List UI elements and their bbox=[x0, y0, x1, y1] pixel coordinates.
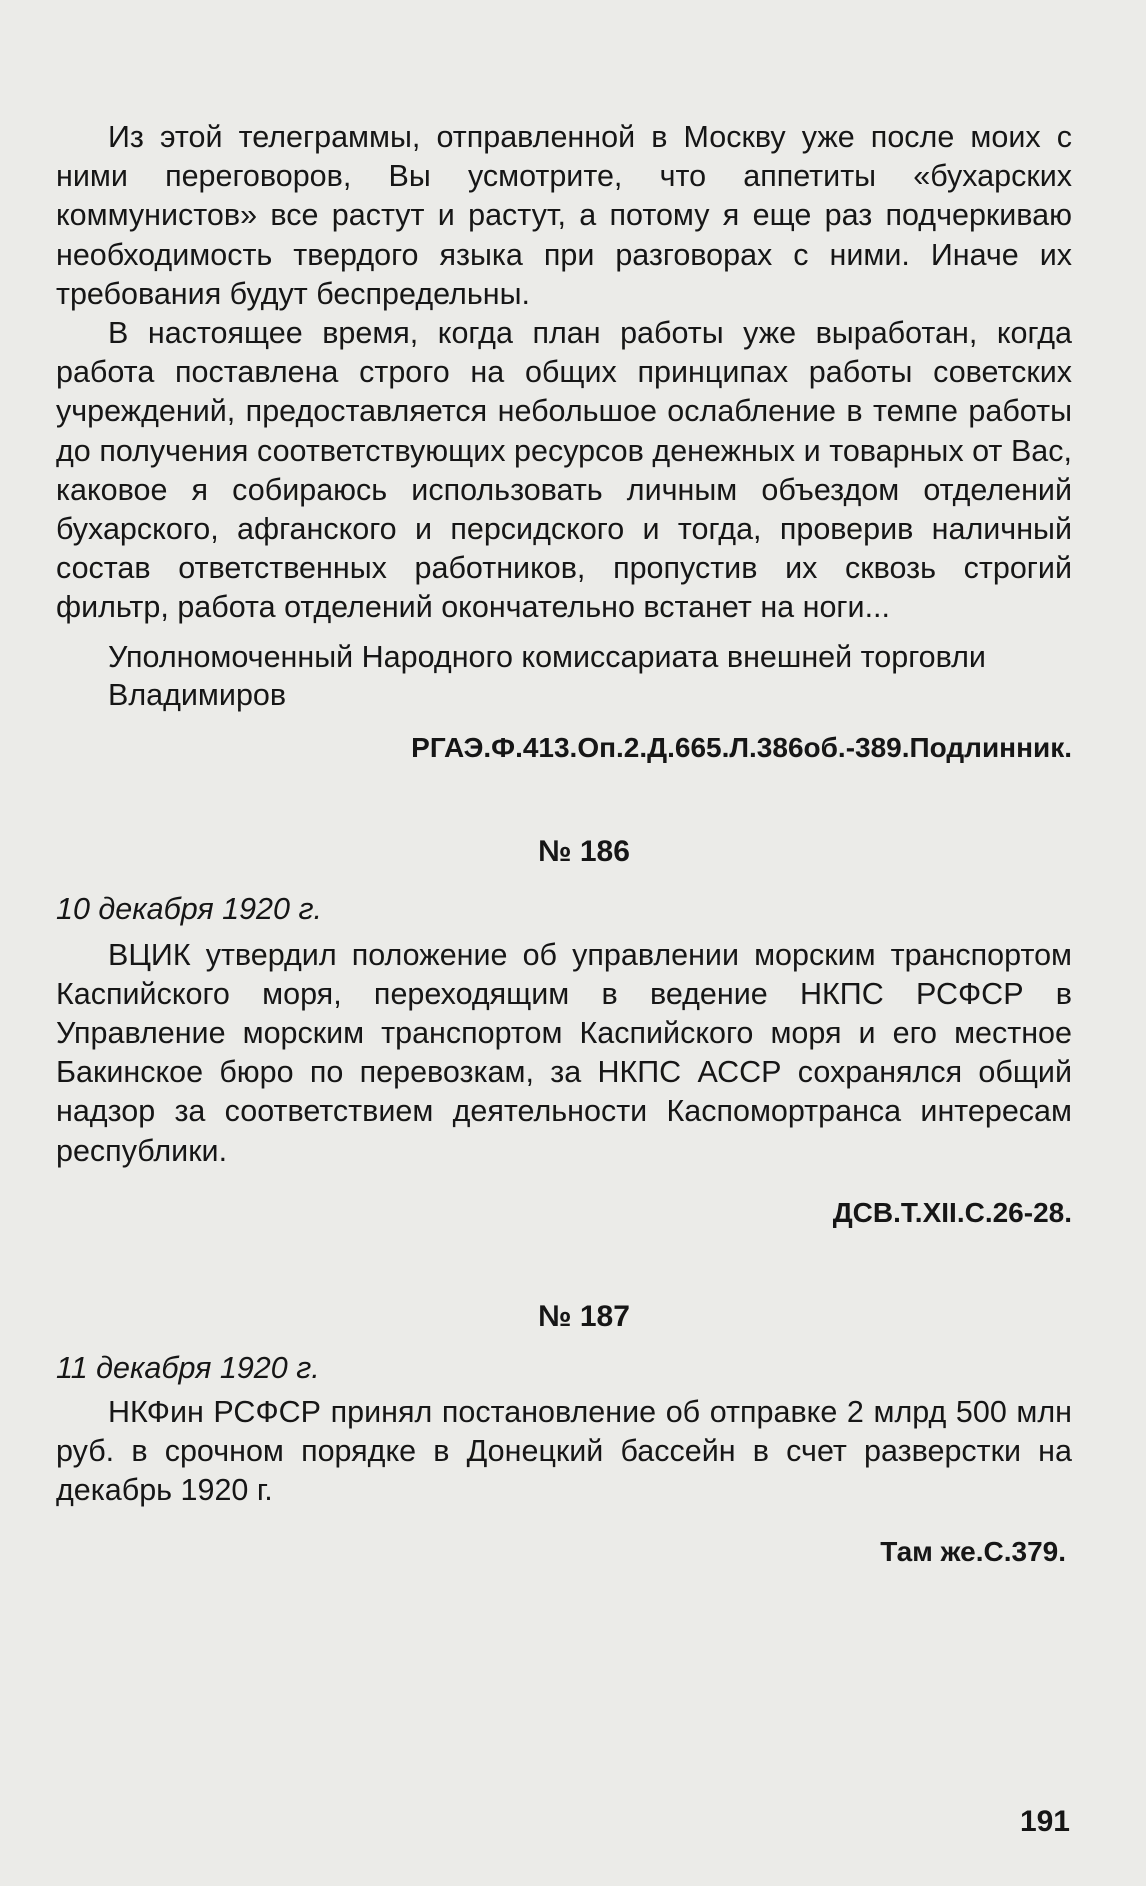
document-number-187: № 187 bbox=[538, 1299, 630, 1333]
signature-title: Уполномоченный Народного комиссариата внешней торговли bbox=[108, 639, 986, 674]
fragment-paragraph-1: Из этой телеграммы, отправленной в Москву уже после моих с ними переговоров, Вы усмотрите, что аппетиты «бухарских коммунистов» все растут и растут, а потому я еще раз подчеркиваю необходимость твердого языка при разговорах с ними. Иначе их требования будут беспредельны. bbox=[56, 120, 1072, 311]
page-content bbox=[56, 118, 1072, 1570]
signature-block bbox=[56, 638, 1072, 714]
document-text-186: ВЦИК утвердил положение об управлении морским транспортом Каспийского моря, переходящим в ведение НКПС РСФСР в Управление морским транспортом Каспийского моря и его местное Бакинское бюро по перевозкам, за НКПС АССР сохранялся общий надзор за соответствием деятельности Каспомортранса интересам республики. bbox=[56, 937, 1072, 1168]
signature-name: Владимиров bbox=[108, 677, 287, 712]
source-reference-187: Там же.С.379. bbox=[880, 1536, 1066, 1568]
source-reference-186: ДСВ.Т.XII.С.26-28. bbox=[832, 1196, 1072, 1228]
document-date-187: 11 декабря 1920 г. bbox=[56, 1350, 320, 1385]
document-date-186: 10 декабря 1920 г. bbox=[56, 891, 322, 926]
document-text-187: НКФин РСФСР принял постановление об отправке 2 млрд 500 млн руб. в срочном порядке в Донецкий бассейн в счет разверстки на декабрь 1920 г. bbox=[56, 1394, 1072, 1508]
fragment-paragraph-2: В настоящее время, когда план работы уже выработан, когда работа поставлена строго на общих принципах работы советских учреждений, предоставляется небольшое ослабление в темпе работы до получения соответствующих ресурсов денежных и товарных от Вас, каковое я собираюсь использовать личным объездом отделений бухарского, афганского и персидского и тогда, проверив наличный состав ответственных работников, пропустив их сквозь строгий фильтр, работа отделений окончательно встанет на ноги... bbox=[56, 316, 1072, 625]
page-number: 191 bbox=[1019, 1805, 1070, 1838]
source-reference-185: РГАЭ.Ф.413.Оп.2.Д.665.Л.386об.-389.Подлинник. bbox=[411, 731, 1072, 763]
document-number-186: № 186 bbox=[538, 834, 630, 868]
